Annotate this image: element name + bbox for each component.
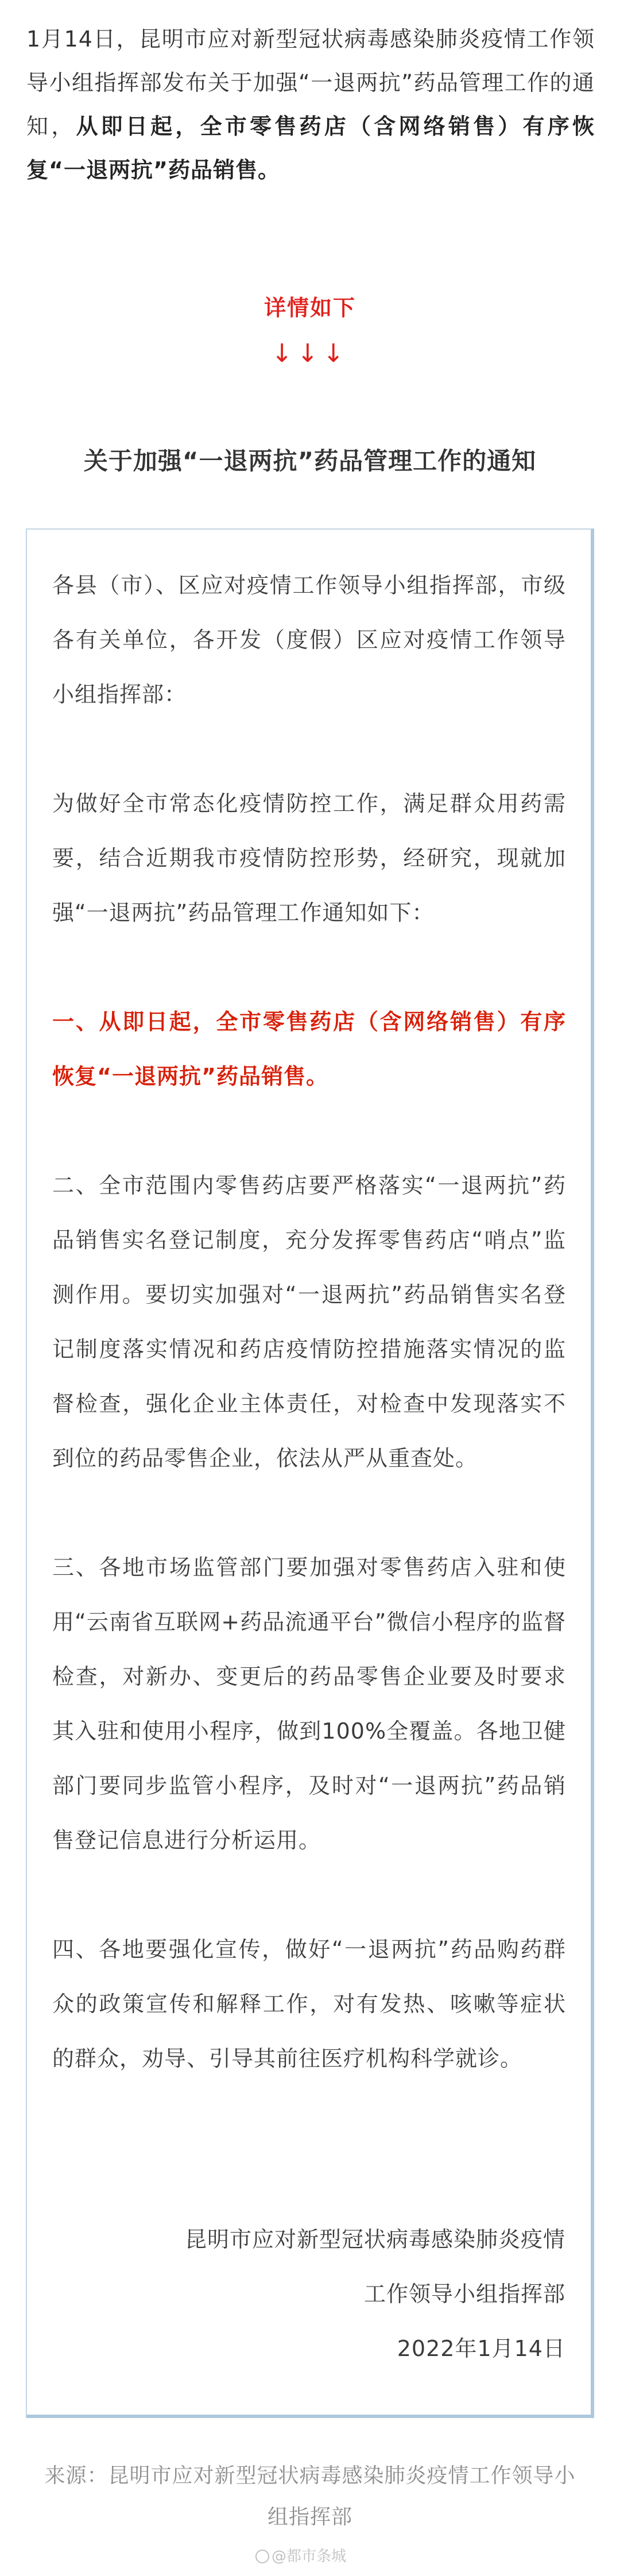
notice-item-3: 三、各地市场监管部门要加强对零售药店入驻和使用“云南省互联网+药品流通平台”微信小程序的监督检查，对新办、变更后的药品零售企业要及时要求其入驻和使用小程序，做到100%全覆盖。各地卫健部门要同步监管小程序，及时对“一退两抗”药品销售登记信息进行分析运用。 — [52, 1555, 566, 1853]
watermark-text: @都市条城 — [272, 2548, 347, 2565]
notice-item-1: 一、从即日起，全市零售药店（含网络销售）有序恢复“一退两抗”药品销售。 — [52, 1009, 566, 1089]
notice-body — [52, 558, 566, 2141]
down-arrows-icon: ↓↓↓ — [271, 339, 349, 368]
notice-salutation: 各县（市）、区应对疫情工作领导小组指挥部，市级各有关单位，各开发（度假）区应对疫情工作领导小组指挥部： — [52, 573, 566, 707]
signature-line-1: 昆明市应对新型冠状病毒感染肺炎疫情 — [184, 2227, 565, 2252]
notice-item-2: 二、全市范围内零售药店要严格落实“一退两抗”药品销售实名登记制度，充分发挥零售药店“哨点”监测作用。要切实加强对“一退两抗”药品销售实名登记制度落实情况和药店疫情防控措施落实情况的监督检查，强化企业主体责任，对检查中发现落实不到位的药品零售企业，依法从严从重查处。 — [52, 1173, 566, 1471]
watermark — [255, 2544, 346, 2566]
details-label: 详情如下 — [264, 295, 356, 320]
signature-line-2: 工作领导小组指挥部 — [363, 2281, 565, 2307]
notice-title: 关于加强“一退两抗”药品管理工作的通知 — [83, 447, 537, 475]
intro-bold-text: 从即日起，全市零售药店（含网络销售）有序恢复“一退两抗”药品销售。 — [26, 114, 595, 183]
intro-text: 1月14日，昆明市应对新型冠状病毒感染肺炎疫情工作领导小组指挥部发布关于加强“一退两抗”药品管理工作的通知， — [26, 26, 595, 139]
notice-preamble: 为做好全市常态化疫情防控工作，满足群众用药需要，结合近期我市疫情防控形势，经研究，现就加强“一退两抗”药品管理工作通知如下： — [52, 791, 566, 925]
notice-item-4: 四、各地要强化宣传，做好“一退两抗”药品购药群众的政策宣传和解释工作，对有发热、咳嗽等症状的群众，劝导、引导其前往医疗机构科学就诊。 — [52, 1937, 566, 2071]
notice-box — [26, 528, 594, 2418]
source-text: 来源：昆明市应对新型冠状病毒感染肺炎疫情工作领导小组指挥部 — [44, 2464, 576, 2529]
weibo-icon — [255, 2550, 269, 2563]
notice-date: 2022年1月14日 — [397, 2336, 565, 2361]
intro-paragraph — [26, 17, 595, 192]
source-credit — [0, 2455, 620, 2538]
